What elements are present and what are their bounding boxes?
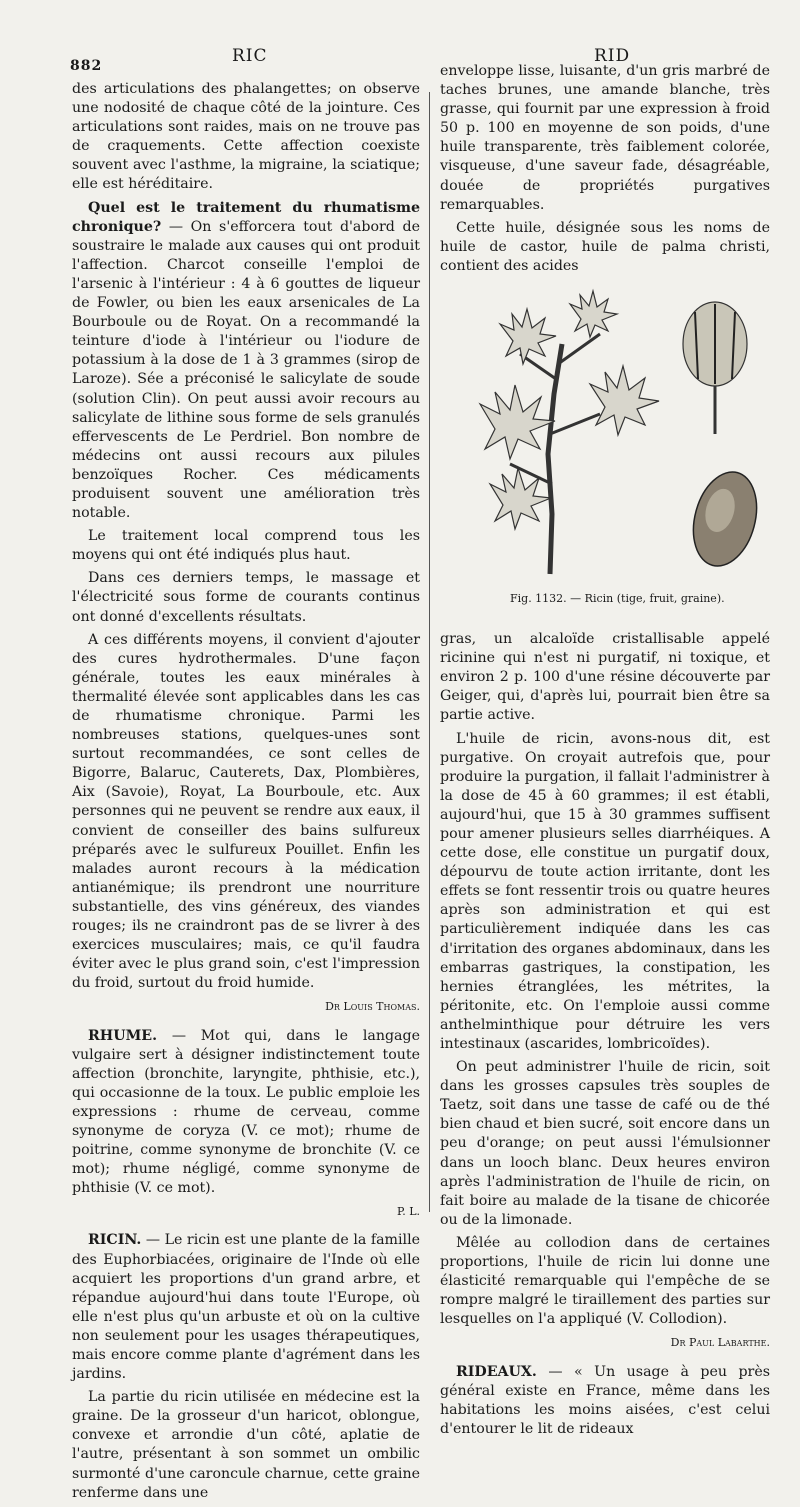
paragraph: La partie du ricin utilisée en médecine est la graine. De la grosseur d'un haricot, oblongue, convexe et arrondie d'un côté, aplatie de l'autre, présentant à son sommet un ombilic surmonté d'une caroncule charnue, cette graine renferme dans une — [72, 1389, 420, 1501]
running-head-left: RIC — [232, 46, 268, 66]
paragraph: Le traitement local comprend tous les moyens qui ont été indiqués plus haut. — [72, 528, 420, 564]
left-column — [72, 80, 420, 1507]
paragraph: gras, un alcaloïde cristallisable appelé ricinine qui n'est ni purgatif, ni toxique, et environ 2 p. 100 d'une résine découverte par Geiger, qui, d'après lui, pourrait bien être sa partie active. — [440, 631, 770, 724]
paragraph-text: — On s'efforcera tout d'abord de soustraire le malade aux causes qui ont produit l'affection. Charcot conseille l'emploi de l'arsenic à l'intérieur : 4 à 6 gouttes de liqueur de Fowler, ou bien les eaux arsenicales de La Bourboule ou de Royat. On a recommandé la teinture d'iode à l'intérieur ou l'iodure de potassium à la dose de 1 à 3 grammes (sirop de Laroze). Sée a préconisé le salicylate de soude (solution Clin). On peut aussi avoir recours au salicylate de lithine sous forme de sels granulés effervescents de Le Perdriel. Bon nombre de médecins ont aussi recours aux pilules benzoïques Rocher. Ces médicaments produisent souvent une amélioration très notable. — [72, 218, 420, 522]
entry-rideaux — [440, 1363, 770, 1439]
column-divider — [429, 92, 430, 1212]
entry-rhume — [72, 1027, 420, 1199]
right-column — [440, 62, 770, 1443]
paragraph: Dans ces derniers temps, le massage et l'électricité sous forme de courants continus ont donné d'excellents résultats. — [72, 570, 420, 625]
entry-text: — « Un usage à peu près général existe en France, même dans les habitations les moins aisées, c'est celui d'entourer le lit de rideaux — [440, 1363, 770, 1437]
question-heading: Quel est le traitement du rhumatisme chronique? — [72, 199, 420, 235]
entry-text: — Le ricin est une plante de la famille des Euphorbiacées, originaire de l'Inde où elle acquiert les proportions d'un grand arbre, et répandue aujourd'hui dans toute l'Europe, où elle n'est plus qu'un arbuste et où on la cultive non seulement pour les usages thérapeutiques, mais encore comme plante d'agrément dans les jardins. — [72, 1232, 421, 1383]
running-head-right: RID — [594, 46, 631, 66]
ricin-engraving — [440, 284, 770, 584]
author-signature: Dr Paul Labarthe. — [670, 1336, 770, 1350]
author-signature: P. L. — [397, 1205, 420, 1219]
paragraph: L'huile de ricin, avons-nous dit, est purgative. On croyait autrefois que, pour produire la purgation, il fallait l'administrer à la dose de 45 à 60 grammes; il est établi, aujourd'hui, que 15 à 30 grammes suffisent pour amener plusieurs selles diarrhéiques. A cette dose, elle constitue un purgatif doux, dépourvu de toute action irritante, dont les effets se font ressentir trois ou quatre heures après son administration et qui est particulièrement indiquée dans les cas d'irritation des organes abdominaux, dans les embarras gastriques, la constipation, les hernies étranglées, les métrites, la péritonite, etc. On l'emploie aussi comme anthelminthique pour détruire les vers intestinaux (ascarides, lombricoïdes). — [440, 730, 770, 1052]
page-number: 882 — [70, 58, 103, 74]
entry-text: — Mot qui, dans le langage vulgaire sert à désigner indistinctement toute affection (bronchite, laryngite, phthisie, etc.), qui occasionne de la toux. Le public emploie les expressions : rhume de cerveau, comme synonyme de coryza (V. ce mot); rhume de poitrine, comme synonyme de bronchite (V. ce mot); rhume négligé, comme synonyme de phthisie (V. ce mot). — [72, 1027, 420, 1197]
paragraph — [72, 199, 420, 524]
figure-caption: Fig. 1132. — Ricin (tige, fruit, graine). — [510, 592, 725, 606]
paragraph: Mêlée au collodion dans de certaines proportions, l'huile de ricin lui donne une élasticité remarquable qui l'empêche de se rompre malgré le tiraillement des parties sur lesquelles on l'a appliqué (V. Collodion). — [440, 1234, 770, 1328]
paragraph: enveloppe lisse, luisante, d'un gris marbré de taches brunes, une amande blanche, très grasse, qui fournit par une expression à froid 50 p. 100 en moyenne de son poids, d'une huile transparente, très faiblement colorée, visqueuse, d'une saveur fade, désagréable, douée de propriétés purgatives remarquables. — [440, 63, 770, 213]
paragraph: Cette huile, désignée sous les noms de huile de castor, huile de palma christi, contient des acides — [440, 219, 770, 274]
entry-headword: RHUME. — [88, 1027, 158, 1044]
entry-ricin — [72, 1231, 420, 1384]
paragraph: A ces différents moyens, il convient d'ajouter des cures hydrothermales. D'une façon générale, toutes les eaux minérales à thermalité élevée sont applicables dans les cas de rhumatisme chronique. Parmi les nombreuses stations, quelques-unes sont surtout recommandées, ce sont celles de Bigorre, Balaruc, Cauterets, Dax, Plombières, Aix (Savoie), Royat, La Bourboule, etc. Aux personnes qui ne peuvent se rendre aux eaux, il convient de conseiller des bains sulfureux préparés avec le sulfureux Pouillet. Enfin les malades auront recours à la médication antianémique; ils prendront une nourriture substantielle, des vins généreux, des viandes rouges; ils ne craindront pas de se livrer à des exercices musculaires; mais, ce qu'il faudra éviter avec le plus grand soin, c'est l'impression du froid, surtout du froid humide. — [72, 631, 420, 992]
paragraph: des articulations des phalangettes; on observe une nodosité de chaque côté de la jointure. Ces articulations sont raides, mais on ne trouve pas de craquements. Cette affection coexiste souvent avec l'asthme, la migraine, la sciatique; elle est héréditaire. — [72, 81, 420, 193]
ricin-illustration — [440, 284, 770, 624]
paragraph: On peut administrer l'huile de ricin, soit dans les grosses capsules très souples de Taetz, soit dans une tasse de café ou de thé bien chaud et bien sucré, soit encore dans un peu d'orange; on peut aussi l'émulsionner dans un looch blanc. Deux heures environ après l'administration de l'huile de ricin, on fait boire au malade de la tisane de chicorée ou de la limonade. — [440, 1059, 770, 1228]
entry-headword: RIDEAUX. — [456, 1363, 537, 1380]
entry-headword: RICIN. — [88, 1232, 142, 1249]
author-signature: Dr Louis Thomas. — [325, 1000, 420, 1014]
